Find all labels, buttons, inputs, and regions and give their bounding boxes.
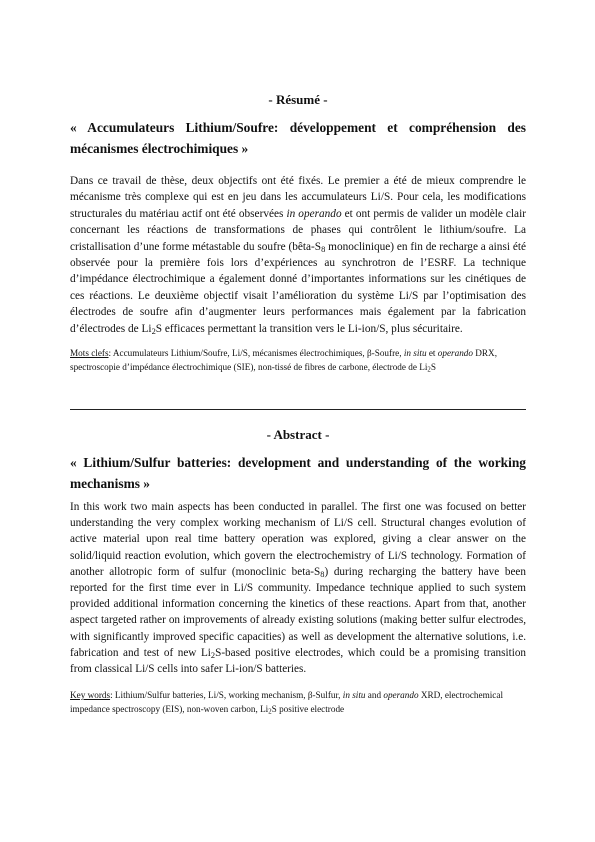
abstract-title: « Lithium/Sulfur batteries: development and understanding of the working mechanisms » bbox=[70, 455, 526, 491]
resume-keywords-italic-2: operando bbox=[437, 348, 473, 358]
section-divider bbox=[70, 409, 526, 410]
abstract-body bbox=[70, 499, 526, 677]
resume-body-subscript-2: 2 bbox=[151, 325, 156, 336]
resume-body bbox=[70, 173, 526, 337]
resume-title: « Accumulateurs Lithium/Soufre: développement et compréhension des mécanismes électrochimiques » bbox=[70, 120, 526, 156]
resume-keywords bbox=[70, 347, 526, 374]
resume-keywords-text-2: et bbox=[426, 348, 438, 358]
abstract-keywords-italic-1: in situ bbox=[342, 690, 366, 700]
abstract-keywords-italic-2: operando bbox=[383, 690, 419, 700]
abstract-keywords-label: Key words bbox=[70, 690, 111, 700]
abstract-heading: - Abstract - bbox=[266, 427, 330, 442]
resume-body-subscript-1: 8 bbox=[321, 243, 326, 254]
abstract-body-text-2: ) during recharging the battery have been reported for the first time ever in Li/S community. Impedance technique applied to such system provided additional information concerning the kinetics of these reactions. Apart from that, another aspect targeted rather on improvements of already existing solutions (making better sulfur electrodes, with significantly improved specific capacities) as well as development the alternative solutions, i.e. fabrication and test of new Li bbox=[70, 565, 526, 659]
abstract-body-text-1: In this work two main aspects has been conducted in parallel. The first one was focused on better understanding the very complex working mechanism of Li/S cell. Structural changes evolution of active material upon real time battery operation was explored, giving a clear answer on the solid/liquid reaction evolution, which govern the electrochemistry of Li/S technology. Formation of another allotropic form of sulfur (monoclinic beta-S bbox=[70, 501, 526, 578]
abstract-keywords-text-3: XRD, electrochemical impedance spectroscopy (EIS), non-woven carbon, Li bbox=[70, 690, 503, 714]
resume-body-text-2: et ont permis de valider un modèle clair concernant les réactions de transformations de phases qui contrôlent le lithium/soufre. La cristallisation d’une forme métastable du soufre (bêta-S bbox=[70, 207, 526, 253]
abstract-keywords bbox=[70, 689, 526, 716]
resume-keywords-italic-1: in situ bbox=[403, 348, 427, 358]
abstract-body-text-3: S-based positive electrodes, which could be a promising transition from classical Li/S cells into safer Li-ion/S batteries. bbox=[70, 646, 527, 676]
abstract-body-subscript-2: 2 bbox=[210, 650, 216, 660]
resume-heading: - Résumé - bbox=[268, 92, 328, 107]
abstract-body-subscript-1: 8 bbox=[320, 569, 325, 579]
abstract-keywords-subscript-1: 2 bbox=[268, 708, 272, 716]
resume-keywords-text-1: : Accumulateurs Lithium/Soufre, Li/S, mécanismes électrochimiques, β-Soufre, bbox=[108, 348, 404, 358]
abstract-keywords-text-2: and bbox=[365, 690, 384, 700]
resume-body-text-1: Dans ce travail de thèse, deux objectifs ont été fixés. Le premier a été de mieux comprendre le mécanisme très complexe qui est en jeu dans les accumulateurs Li/S. Pour cela, les modifications structurales du matériau actif ont été observées bbox=[70, 175, 526, 220]
resume-keywords-text-3: DRX, spectroscopie d’impédance électrochimique (SIE), non-tissé de fibres de carbone, électrode de Li bbox=[70, 348, 497, 372]
resume-keywords-label: Mots clefs bbox=[70, 348, 109, 358]
abstract-keywords-text-1: : Lithium/Sulfur batteries, Li/S, working mechanism, β-Sulfur, bbox=[110, 690, 343, 700]
resume-keywords-text-4: S bbox=[430, 361, 436, 372]
abstract-keywords-text-4: S positive electrode bbox=[271, 703, 345, 714]
resume-body-italic-1: in operando bbox=[286, 207, 342, 220]
resume-body-text-4: S efficaces permettant la transition vers le Li-ion/S, plus sécuritaire. bbox=[155, 322, 463, 335]
resume-body-text-3: monoclinique) en fin de recharge a ainsi été observée pour la première fois lors d’expériences au synchrotron de l’ESRF. La technique d’impédance électrochimique a également donné d’importantes informations sur les cinétiques de ces réactions. Le deuxième objectif visait l’amélioration du système Li/S par l’optimisation des électrodes de soufre afin d’augmenter leurs performances mais également par la fabrication d’électrodes de Li bbox=[70, 240, 526, 335]
resume-keywords-subscript-1: 2 bbox=[427, 366, 431, 374]
